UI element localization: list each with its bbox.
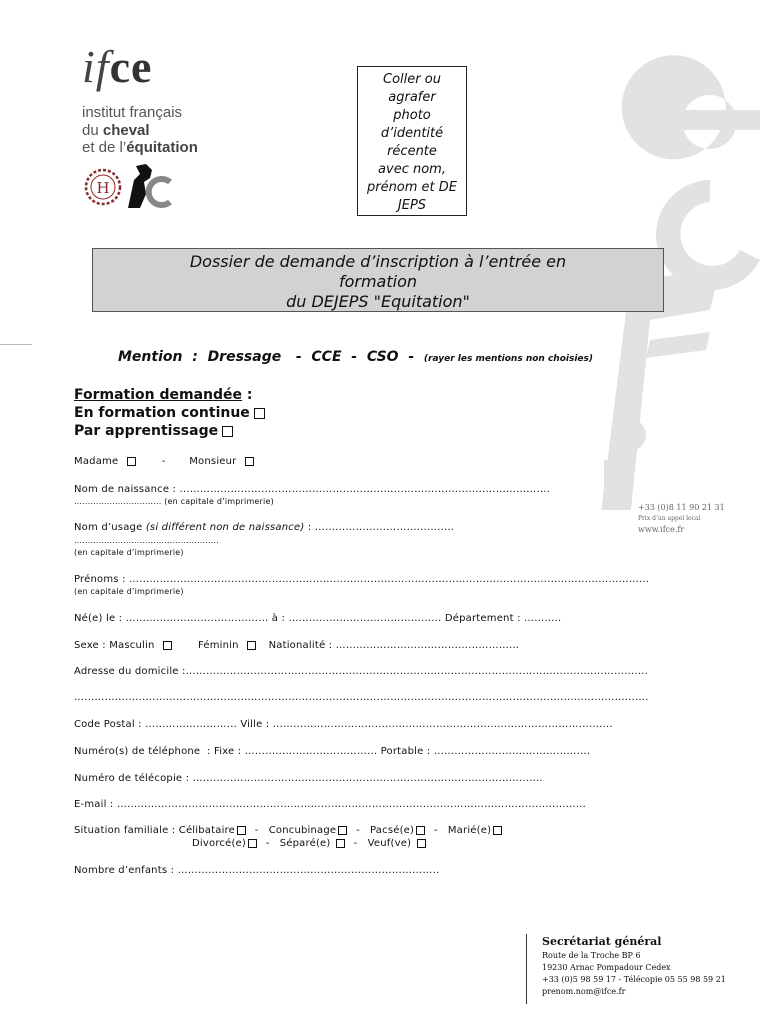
feminin-checkbox[interactable] — [247, 641, 256, 650]
title-line-2: formation — [338, 272, 418, 291]
photo-line: prénom et DE — [366, 180, 458, 195]
adresse-field-cont[interactable]: ……………………………………………………………………………………………………………………………………………………. — [74, 692, 649, 703]
mention-line — [118, 349, 593, 365]
situation-row-1: Situation familiale : Célibataire - Concubinage - Pacsé(e) - Marié(e) — [74, 825, 504, 836]
secretariat-email[interactable]: prenom.nom@ifce.fr — [542, 987, 626, 996]
madame-checkbox[interactable] — [127, 457, 136, 466]
photo-line: agrafer — [388, 90, 436, 105]
formation-apprentissage-checkbox[interactable] — [222, 426, 233, 437]
marie-checkbox[interactable] — [493, 826, 502, 835]
photo-placeholder-box — [357, 66, 467, 216]
masculin-checkbox[interactable] — [163, 641, 172, 650]
formation-heading: Formation demandée : — [74, 387, 253, 403]
formation-section — [74, 386, 265, 440]
contact-website[interactable]: www.ifce.fr — [638, 525, 685, 534]
formation-apprentissage-option: Par apprentissage — [74, 422, 265, 440]
photo-line: d’identité — [380, 126, 444, 141]
nom-naissance-field-cont[interactable]: ………………………….. (en capitale d’imprimerie) — [74, 497, 274, 506]
ifce-logo-wordmark: ifce — [82, 41, 153, 92]
concubinage-checkbox[interactable] — [338, 826, 347, 835]
capitale-note: (en capitale d’imprimerie) — [74, 548, 184, 557]
photo-line: avec nom, — [378, 162, 446, 177]
haras-emblem-icon — [78, 160, 178, 212]
separe-checkbox[interactable] — [336, 839, 345, 848]
veuf-checkbox[interactable] — [417, 839, 426, 848]
sexe-row: Sexe : Masculin Féminin Nationalité : ……………………………………………… — [74, 640, 520, 651]
prenoms-field[interactable]: Prénoms : ……………………………………………………………………………………………………………………………………… — [74, 574, 650, 585]
nom-usage-field-cont[interactable]: …………………………………………….. — [74, 536, 219, 545]
photo-line: Coller ou — [383, 72, 441, 87]
title-line-1: Dossier de demande d’inscription à l’entrée en — [189, 252, 567, 271]
contact-phone: +33 (0)8 11 90 21 31 — [638, 503, 725, 512]
nationalite-field[interactable]: Nationalité : ……………………………………………… — [268, 640, 520, 651]
contact-block — [638, 502, 725, 535]
celibataire-checkbox[interactable] — [237, 826, 246, 835]
nom-naissance-field[interactable]: Nom de naissance : ………………………………………………………………………………………………. — [74, 484, 551, 495]
photo-line: photo — [393, 108, 431, 123]
nom-usage-field[interactable]: Nom d’usage (si différent non de naissance) : ………………………………….. — [74, 522, 455, 533]
capitale-note: (en capitale d’imprimerie) — [74, 587, 184, 596]
secretariat-line: +33 (0)5 98 59 17 - Télécopie 05 55 98 59 21 — [542, 975, 726, 984]
secretariat-line: 19230 Arnac Pompadour Cedex — [542, 963, 671, 972]
code-postal-ville-field[interactable]: Code Postal : ……………………… Ville : ………………………………………………………………………………………. — [74, 719, 613, 730]
monsieur-checkbox[interactable] — [245, 457, 254, 466]
nombre-enfants-field[interactable]: Nombre d’enfants : ………………………………………………………………….. — [74, 865, 440, 876]
logo-line-1: institut français — [82, 104, 183, 121]
secretariat-title: Secrétariat général — [542, 935, 662, 948]
pacse-checkbox[interactable] — [416, 826, 425, 835]
mention-options[interactable]: Mention : Dressage - CCE - CSO - — [118, 349, 424, 365]
photo-line: récente — [387, 144, 437, 159]
svg-text:H: H — [96, 179, 110, 197]
secretariat-block — [542, 934, 726, 998]
secretariat-line: Route de la Troche BP 6 — [542, 951, 641, 960]
civilite-row: Madame - Monsieur — [74, 456, 256, 467]
contact-phone-note: Prix d’un appel local — [638, 515, 701, 522]
naissance-field[interactable]: Né(e) le : …………………………………… à : ……………………………………… Département : ……….. — [74, 613, 562, 624]
logo-line-2: du cheval — [82, 122, 150, 139]
formation-continue-checkbox[interactable] — [254, 408, 265, 419]
page-margin-rule — [0, 344, 32, 345]
title-line-3: du DEJEPS "Equitation" — [286, 292, 470, 311]
telecopie-field[interactable]: Numéro de télécopie : …………………………………………………………………………………………. — [74, 773, 543, 784]
email-field[interactable]: E-mail : ………………………………………………………………………………………………………………………... — [74, 799, 587, 810]
mention-note: (rayer les mentions non choisies) — [423, 354, 593, 364]
document-title — [92, 248, 664, 312]
adresse-field[interactable]: Adresse du domicile :………………………………………………………………………………………………………………………. — [74, 666, 648, 677]
formation-continue-option: En formation continue — [74, 404, 265, 422]
photo-line: JEPS — [397, 198, 427, 213]
situation-row-2: Divorcé(e) - Séparé(e) - Veuf(ve) — [192, 838, 428, 849]
divorce-checkbox[interactable] — [248, 839, 257, 848]
logo-line-3: et de l’équitation — [82, 139, 198, 156]
telephone-field[interactable]: Numéro(s) de téléphone : Fixe : ………………………………… Portable : ………………………………………. — [74, 746, 591, 757]
secretariat-divider — [526, 934, 527, 1004]
